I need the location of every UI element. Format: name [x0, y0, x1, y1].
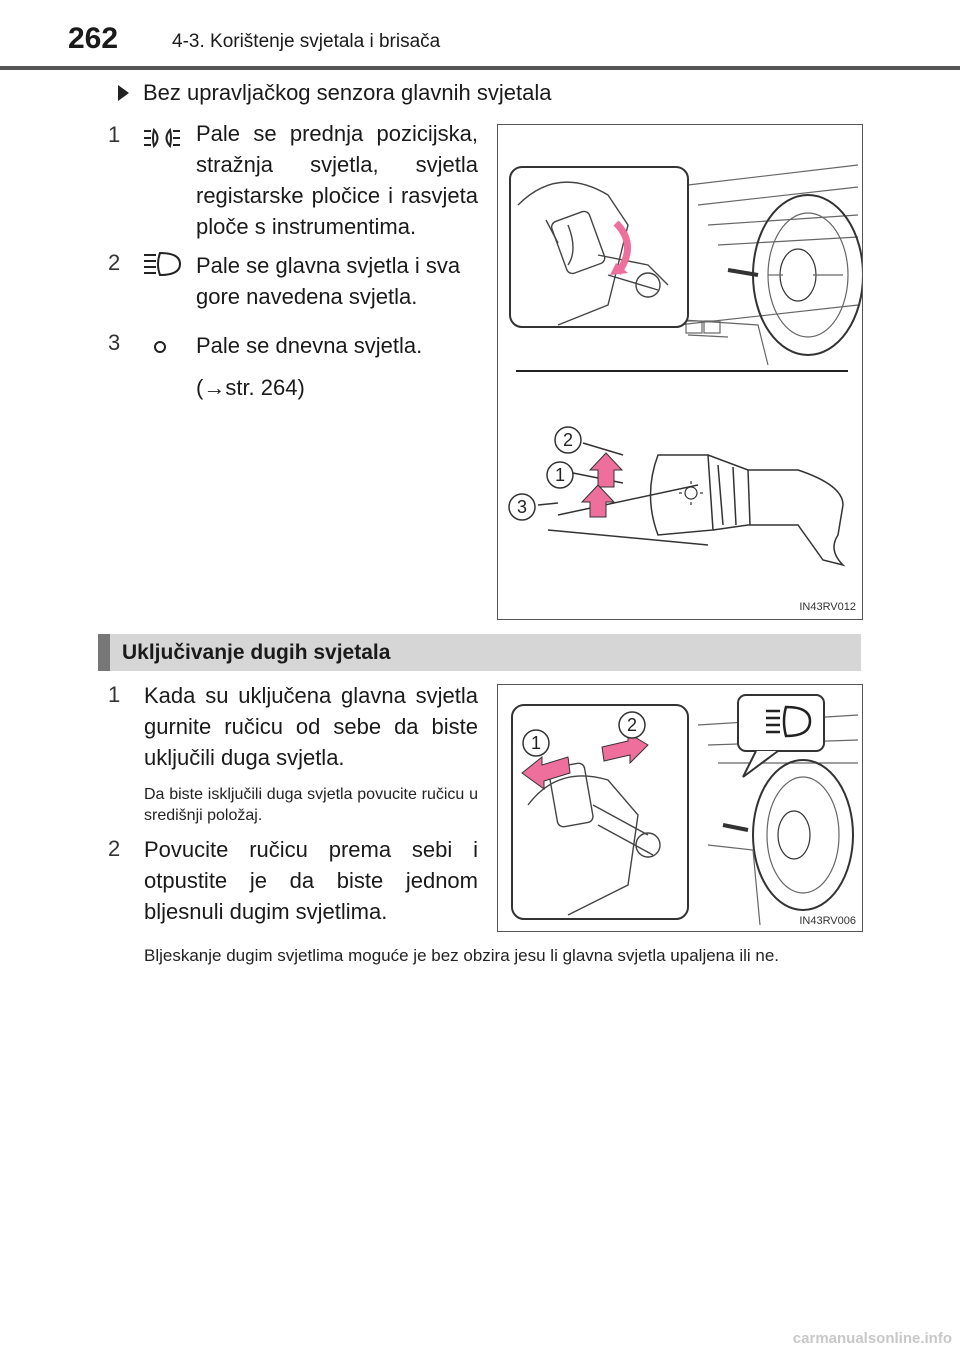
subsection-title: Bez upravljačkog senzora glavnih svjetala — [143, 80, 552, 105]
figure-light-switch — [497, 124, 863, 620]
figure-code: IN43RV012 — [799, 601, 856, 613]
callout-label-3: 3 — [516, 497, 528, 517]
push-arrows — [582, 453, 622, 517]
callout-label-2b: 2 — [626, 715, 638, 735]
position-1-text: Pale se prednja pozicijska, stražnja svjetla, svjetla registarske pločice i rasvjeta ploče s instrumentima. — [196, 121, 478, 239]
figure-code-2: IN43RV006 — [799, 915, 856, 927]
flash-note: Bljeskanje dugim svjetlima moguće je bez obzira jesu li glavna svjetla upaljena ili ne. — [144, 946, 780, 965]
callout-label-1: 1 — [554, 465, 566, 485]
high-beam-text-1: Kada su uključena glavna svjetla gurnite ručicu od sebe da biste uključili duga svjetla. — [144, 683, 478, 770]
high-beam-note-1: Da biste isključili duga svjetla povucite ručicu u središnji položaj. — [144, 786, 478, 824]
figure-high-beam — [497, 684, 863, 932]
position-3-text: Pale se dnevna svjetla. — [196, 333, 423, 358]
section-banner — [98, 634, 861, 671]
high-beam-step-2: 2 — [108, 836, 121, 861]
subsection-heading — [118, 80, 551, 106]
headlights-icon — [144, 251, 182, 277]
high-beam-text-2: Povucite ručicu prema sebi i otpustite je da biste jednom bljesnuli dugim svjetlima. — [144, 837, 478, 924]
step-number-2: 2 — [108, 250, 121, 275]
page-number: 262 — [68, 22, 119, 55]
page-header — [0, 0, 960, 70]
section-title: 4-3. Korištenje svjetala i brisača — [172, 31, 441, 52]
small-circle-icon — [152, 339, 168, 355]
parking-lights-icon — [144, 127, 180, 149]
light-switch-illustration — [498, 125, 862, 619]
page-reference: (→str. 264) — [196, 375, 305, 400]
high-beam-illustration — [498, 685, 862, 931]
banner-accent — [98, 634, 110, 671]
step-number-3: 3 — [108, 330, 121, 355]
callout-label-2: 2 — [562, 430, 574, 450]
step-number-1: 1 — [108, 122, 121, 147]
banner-title: Uključivanje dugih svjetala — [122, 640, 391, 664]
callout-label-1b: 1 — [530, 733, 542, 753]
watermark: carmanualsonline.info — [792, 1330, 952, 1347]
high-beam-step-1: 1 — [108, 682, 121, 707]
header-divider — [0, 66, 960, 70]
triangle-bullet-icon — [118, 85, 129, 101]
position-2-text: Pale se glavna svjetla i sva gore navedena svjetla. — [196, 253, 461, 309]
